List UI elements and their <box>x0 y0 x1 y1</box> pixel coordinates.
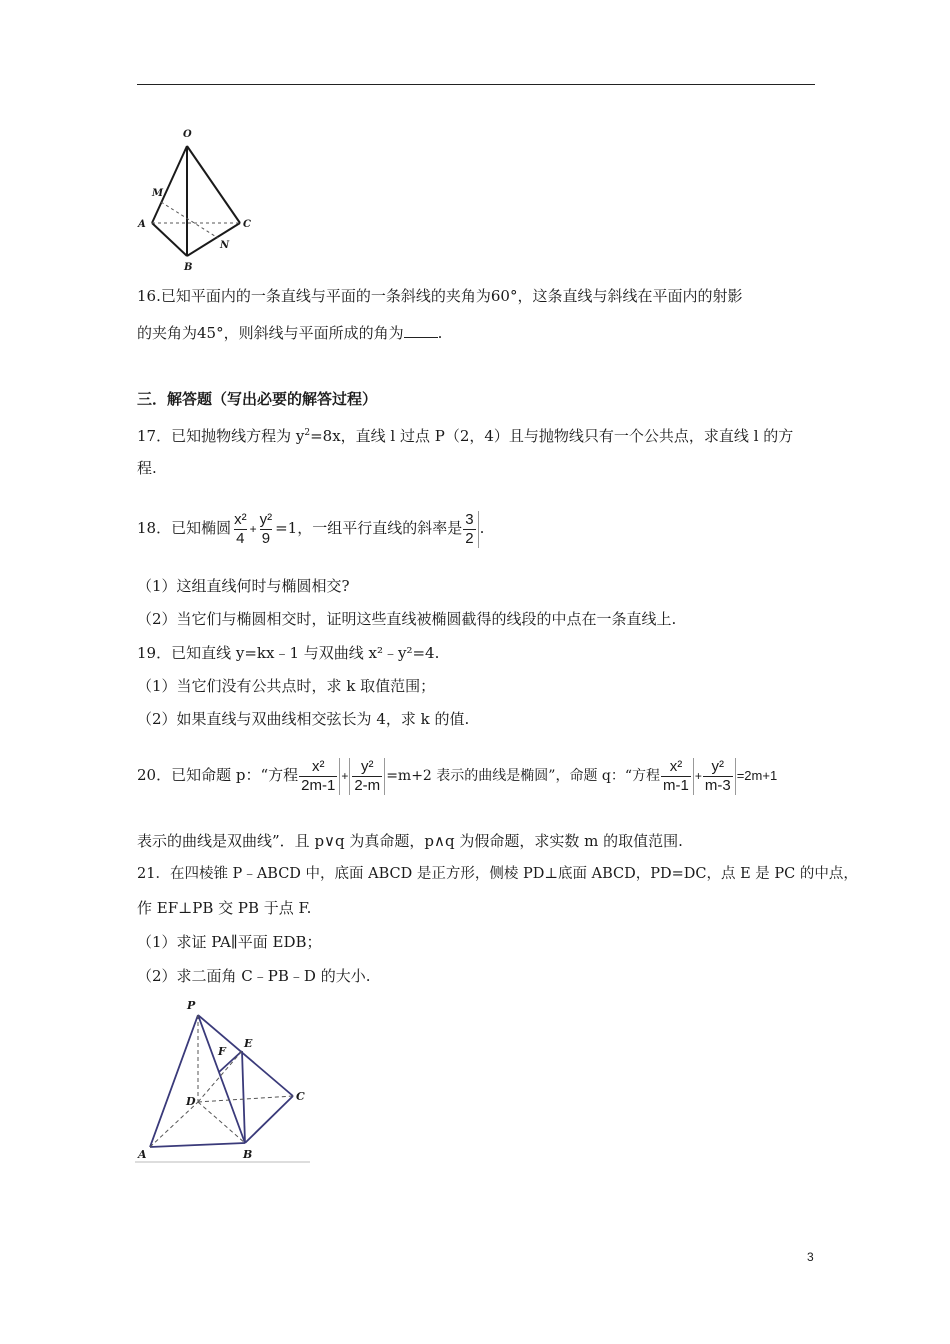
label-C: C <box>243 219 251 230</box>
label-E: E <box>244 1037 253 1050</box>
plus-sign: + <box>341 769 349 783</box>
label-M: M <box>152 188 164 199</box>
section-title: 三．解答题（写出必要的解答过程） <box>137 390 378 408</box>
q21-line2: 作 EF⊥PB 交 PB 于点 F. <box>137 899 312 917</box>
frac-den: 9 <box>261 529 271 547</box>
q21-sub2: （2）求二面角 C﹣PB﹣D 的大小. <box>137 967 371 985</box>
q21-sub1: （1）求证 PA∥平面 EDB； <box>137 933 322 951</box>
q18-fraction-y <box>258 511 275 548</box>
q17-line2: 程. <box>137 459 157 477</box>
q18-fraction-x <box>232 511 249 548</box>
frac-den: 4 <box>236 529 245 547</box>
frac-num: x² <box>234 510 247 528</box>
q20-prefix: 20．已知命题 p：“方程 <box>137 766 299 784</box>
label-O: O <box>183 129 192 140</box>
q18-eq: =1，一组平行直线的斜率是 <box>275 519 463 537</box>
q20-end: =2m+1 <box>736 768 778 783</box>
q20-line2: 表示的曲线是双曲线”．且 p∨q 为真命题，p∧q 为假命题，求实数 m 的取值范围. <box>137 832 683 850</box>
q20-fraction-4 <box>703 758 736 795</box>
q20-fraction-3 <box>661 758 694 795</box>
q16-line1: 16.已知平面内的一条直线与平面的一条斜线的夹角为60°，这条直线与斜线在平面内的射影 <box>137 287 743 305</box>
q16-period: . <box>437 324 443 342</box>
q20-fraction-1 <box>299 758 340 795</box>
header-rule <box>137 84 815 85</box>
label-B: B <box>243 1148 253 1161</box>
q18-sub2: （2）当它们与椭圆相交时，证明这些直线被椭圆截得的线段的中点在一条直线上. <box>137 610 677 628</box>
tetrahedron-figure <box>132 124 262 274</box>
frac-num: y² <box>259 510 273 528</box>
pyramid-figure <box>132 995 312 1165</box>
frac-den: 2-m <box>354 776 381 794</box>
q16-text: 的夹角为45°，则斜线与平面所成的角为 <box>137 324 404 342</box>
q17-text-b: =8x，直线 l 过点 P（2，4）且与抛物线只有一个公共点，求直线 l 的方 <box>310 427 794 445</box>
q18-prefix: 18．已知椭圆 <box>137 519 232 537</box>
q20-line1 <box>137 745 777 805</box>
frac-num: 3 <box>465 510 474 528</box>
frac-den: 2m-1 <box>301 776 336 794</box>
plus-sign: + <box>694 769 702 783</box>
frac-den: m-1 <box>663 776 689 794</box>
frac-num: y² <box>361 757 374 775</box>
q20-mid: =m+2 表示的曲线是椭圆”，命题 q：“方程 <box>386 768 661 784</box>
label-A: A <box>138 1148 147 1161</box>
q20-fraction-2 <box>349 758 385 795</box>
frac-den: m-3 <box>704 776 731 794</box>
q19-sub1: （1）当它们没有公共点时，求 k 取值范围； <box>137 677 436 695</box>
q18-slope-fraction <box>463 511 478 548</box>
answer-blank <box>404 323 438 338</box>
q18-end: . <box>479 519 485 537</box>
q19-line1: 19．已知直线 y=kx﹣1 与双曲线 x²﹣y²=4. <box>137 644 440 662</box>
q18-sub1: （1）这组直线何时与椭圆相交? <box>137 577 350 595</box>
label-F: F <box>218 1045 226 1058</box>
q21-line1: 21．在四棱锥 P﹣ABCD 中，底面 ABCD 是正方形，侧棱 PD⊥底面 ABCD，PD=DC，点 E 是 PC 的中点， <box>137 866 858 882</box>
q17-text-a: 17．已知抛物线方程为 y <box>137 427 305 445</box>
label-N: N <box>220 240 230 251</box>
label-C: C <box>296 1090 305 1103</box>
frac-num: x² <box>311 757 325 775</box>
q17-line1 <box>137 423 793 446</box>
label-A: A <box>138 219 146 230</box>
q16-line2 <box>137 323 442 343</box>
q18-line1 <box>137 505 484 551</box>
page-number: 3 <box>807 1250 814 1264</box>
frac-num: x² <box>669 757 683 775</box>
frac-den: 2 <box>465 529 474 547</box>
label-P: P <box>187 999 196 1012</box>
plus-sign: + <box>249 522 257 536</box>
frac-num: y² <box>711 757 725 775</box>
q17-sup: 2 <box>304 428 311 438</box>
label-D: D <box>186 1095 196 1108</box>
q19-sub2: （2）如果直线与双曲线相交弦长为 4，求 k 的值. <box>137 710 470 728</box>
label-B: B <box>184 262 193 273</box>
